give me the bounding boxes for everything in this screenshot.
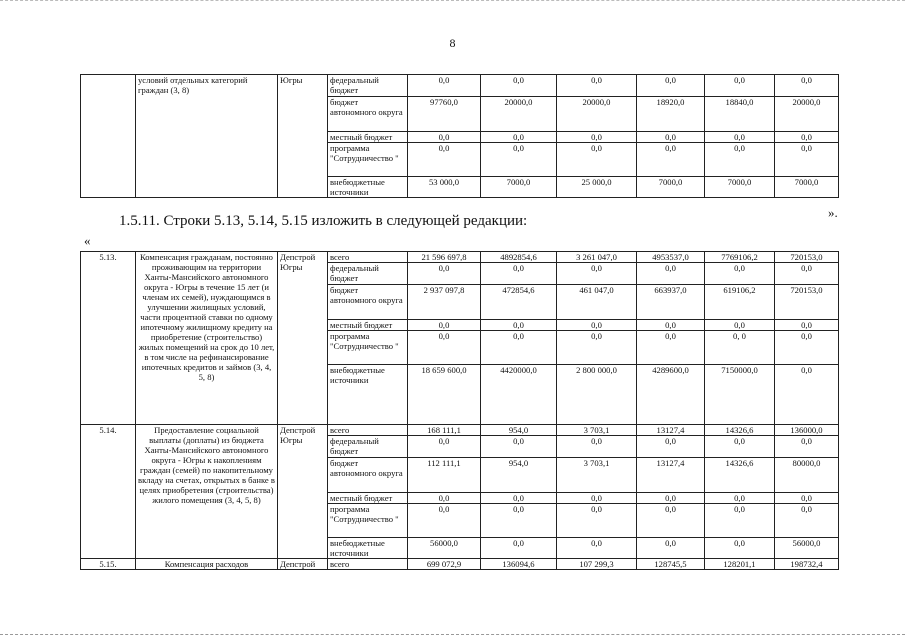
- amount-cell: 0,0: [557, 436, 637, 458]
- amount-cell: 0,0: [775, 365, 839, 425]
- amount-cell: 0,0: [705, 436, 775, 458]
- row-number-cell: 5.15.: [81, 559, 136, 570]
- amount-cell: 7000,0: [637, 177, 705, 198]
- table-row: [81, 252, 839, 263]
- amount-cell: 0,0: [408, 331, 481, 365]
- amount-cell: 0,0: [557, 331, 637, 365]
- amount-cell: 0,0: [481, 143, 557, 177]
- amount-cell: 0,0: [775, 132, 839, 143]
- table-continued: [80, 74, 839, 198]
- amount-cell: 198732,4: [775, 559, 839, 570]
- amount-cell: 0,0: [481, 331, 557, 365]
- amount-cell: 4892854,6: [481, 252, 557, 263]
- amount-cell: 7000,0: [481, 177, 557, 198]
- funding-source: всего: [328, 252, 408, 263]
- amount-cell: 13127,4: [637, 425, 705, 436]
- amount-cell: 107 299,3: [557, 559, 637, 570]
- amount-cell: 0,0: [637, 538, 705, 559]
- amount-cell: 3 703,1: [557, 458, 637, 493]
- amount-cell: 53 000,0: [408, 177, 481, 198]
- amount-cell: 0,0: [557, 132, 637, 143]
- amount-cell: 0,0: [705, 143, 775, 177]
- executor-cell: Депстрой: [278, 559, 328, 570]
- amount-cell: 4289600,0: [637, 365, 705, 425]
- funding-source: всего: [328, 425, 408, 436]
- amount-cell: 0,0: [775, 263, 839, 285]
- amount-cell: 0,0: [705, 538, 775, 559]
- table-row: [81, 559, 839, 570]
- amount-cell: 0,0: [637, 132, 705, 143]
- amount-cell: 0,0: [408, 132, 481, 143]
- table-row: [81, 75, 839, 97]
- funding-source: программа "Сотрудничество ": [328, 331, 408, 365]
- amount-cell: 0,0: [775, 436, 839, 458]
- page-number: 8: [449, 36, 456, 50]
- amount-cell: 0, 0: [705, 331, 775, 365]
- amount-cell: 0,0: [557, 320, 637, 331]
- amount-cell: 0,0: [481, 132, 557, 143]
- amount-cell: 0,0: [775, 143, 839, 177]
- amount-cell: 0,0: [408, 436, 481, 458]
- amount-cell: 97760,0: [408, 97, 481, 132]
- funding-source: местный бюджет: [328, 320, 408, 331]
- amount-cell: 0,0: [408, 320, 481, 331]
- amount-cell: 21 596 697,8: [408, 252, 481, 263]
- amount-cell: 699 072,9: [408, 559, 481, 570]
- amount-cell: 0,0: [481, 75, 557, 97]
- amount-cell: 3 261 047,0: [557, 252, 637, 263]
- executor-cell: Депстрой Югры: [278, 252, 328, 425]
- table-row: [81, 425, 839, 436]
- amount-cell: 7000,0: [705, 177, 775, 198]
- funding-source: местный бюджет: [328, 493, 408, 504]
- funding-source: бюджет автономного округа: [328, 97, 408, 132]
- amount-cell: 0,0: [557, 263, 637, 285]
- amount-cell: 0,0: [408, 143, 481, 177]
- scan-top-edge: [0, 0, 905, 5]
- amount-cell: 0,0: [557, 75, 637, 97]
- amount-cell: 3 703,1: [557, 425, 637, 436]
- amount-cell: 720153,0: [775, 252, 839, 263]
- measure-description: условий отдельных категорий граждан (3, 8): [136, 75, 278, 198]
- amount-cell: 0,0: [637, 436, 705, 458]
- measure-description: Предоставление социальной выплаты (доплаты) из бюджета Ханты-Мансийского автономного округа - Югры к накоплениям граждан (семей) по накопительному вкладу на счетах, открытых в банке в целях приобретения (строительства) жилого помещения (3, 4, 5, 8): [136, 425, 278, 559]
- amount-cell: 0,0: [557, 538, 637, 559]
- amount-cell: 0,0: [705, 132, 775, 143]
- amount-cell: 0,0: [637, 143, 705, 177]
- executor-cell: Югры: [278, 75, 328, 198]
- amendment-heading: 1.5.11. Строки 5.13, 5.14, 5.15 изложить в следующей редакции:: [119, 213, 528, 229]
- funding-source: местный бюджет: [328, 132, 408, 143]
- amount-cell: 7769106,2: [705, 252, 775, 263]
- amount-cell: 112 111,1: [408, 458, 481, 493]
- amount-cell: 0,0: [775, 493, 839, 504]
- amount-cell: 0,0: [705, 320, 775, 331]
- amount-cell: 56000,0: [408, 538, 481, 559]
- amount-cell: 2 937 097,8: [408, 285, 481, 320]
- amount-cell: 461 047,0: [557, 285, 637, 320]
- table-continued-body: [81, 75, 839, 198]
- amount-cell: 0,0: [408, 75, 481, 97]
- measure-description: Компенсация расходов: [136, 559, 278, 570]
- amount-cell: 0,0: [705, 75, 775, 97]
- amount-cell: 20000,0: [557, 97, 637, 132]
- amount-cell: 0,0: [775, 320, 839, 331]
- amount-cell: 7000,0: [775, 177, 839, 198]
- funding-source: бюджет автономного округа: [328, 285, 408, 320]
- amount-cell: 0,0: [705, 493, 775, 504]
- amount-cell: 56000,0: [775, 538, 839, 559]
- amount-cell: 0,0: [481, 263, 557, 285]
- amount-cell: 0,0: [481, 493, 557, 504]
- funding-source: внебюджетные источники: [328, 365, 408, 425]
- amount-cell: 0,0: [408, 493, 481, 504]
- amount-cell: 0,0: [637, 320, 705, 331]
- amount-cell: 0,0: [637, 331, 705, 365]
- amount-cell: 0,0: [775, 504, 839, 538]
- table-amended-rows: [80, 251, 839, 570]
- amount-cell: 0,0: [481, 538, 557, 559]
- amount-cell: 7150000,0: [705, 365, 775, 425]
- amount-cell: 168 111,1: [408, 425, 481, 436]
- measure-description: Компенсация гражданам, постоянно проживающим на территории Ханты-Мансийского автономного округа - Югры в течение 15 лет (и членам их семей), нуждающимся в улучшении жилищных условий, части процентной ставки по одному ипотечному жилищному кредиту на приобретение (строительство) жилых помещений на срок до 10 лет, в том числе на рефинансирование ипотечных кредитов и займов (3, 4, 5, 8): [136, 252, 278, 425]
- amount-cell: 18 659 600,0: [408, 365, 481, 425]
- amount-cell: 0,0: [481, 504, 557, 538]
- amount-cell: 2 800 000,0: [557, 365, 637, 425]
- amount-cell: 0,0: [557, 493, 637, 504]
- row-number-cell: 5.14.: [81, 425, 136, 559]
- amount-cell: 0,0: [408, 263, 481, 285]
- amount-cell: 136094,6: [481, 559, 557, 570]
- amount-cell: 0,0: [637, 263, 705, 285]
- amount-cell: 0,0: [557, 504, 637, 538]
- amount-cell: 0,0: [775, 331, 839, 365]
- amount-cell: 25 000,0: [557, 177, 637, 198]
- amount-cell: 0,0: [408, 504, 481, 538]
- table-amended-body: [81, 252, 839, 570]
- amount-cell: 14326,6: [705, 425, 775, 436]
- amount-cell: 4420000,0: [481, 365, 557, 425]
- amount-cell: 0,0: [557, 143, 637, 177]
- amount-cell: 954,0: [481, 425, 557, 436]
- amount-cell: 0,0: [705, 263, 775, 285]
- row-number-cell: [81, 75, 136, 198]
- amount-cell: 13127,4: [637, 458, 705, 493]
- amount-cell: 128745,5: [637, 559, 705, 570]
- funding-source: федеральный бюджет: [328, 75, 408, 97]
- funding-source: всего: [328, 559, 408, 570]
- amount-cell: 0,0: [637, 493, 705, 504]
- amount-cell: 720153,0: [775, 285, 839, 320]
- funding-source: внебюджетные источники: [328, 538, 408, 559]
- amount-cell: 136000,0: [775, 425, 839, 436]
- amount-cell: 18840,0: [705, 97, 775, 132]
- amount-cell: 80000,0: [775, 458, 839, 493]
- amount-cell: 954,0: [481, 458, 557, 493]
- amount-cell: 0,0: [481, 320, 557, 331]
- funding-source: федеральный бюджет: [328, 436, 408, 458]
- funding-source: программа "Сотрудничество ": [328, 143, 408, 177]
- amount-cell: 0,0: [637, 75, 705, 97]
- funding-source: программа "Сотрудничество ": [328, 504, 408, 538]
- amount-cell: 0,0: [637, 504, 705, 538]
- amount-cell: 0,0: [481, 436, 557, 458]
- funding-source: федеральный бюджет: [328, 263, 408, 285]
- amount-cell: 0,0: [705, 504, 775, 538]
- opening-quote: «: [84, 233, 91, 248]
- funding-source: бюджет автономного округа: [328, 458, 408, 493]
- amount-cell: 472854,6: [481, 285, 557, 320]
- amount-cell: 14326,6: [705, 458, 775, 493]
- funding-source: внебюджетные источники: [328, 177, 408, 198]
- amount-cell: 0,0: [775, 75, 839, 97]
- executor-cell: Депстрой Югры: [278, 425, 328, 559]
- amount-cell: 20000,0: [775, 97, 839, 132]
- amount-cell: 4953537,0: [637, 252, 705, 263]
- amount-cell: 619106,2: [705, 285, 775, 320]
- row-number-cell: 5.13.: [81, 252, 136, 425]
- amount-cell: 18920,0: [637, 97, 705, 132]
- amount-cell: 128201,1: [705, 559, 775, 570]
- amount-cell: 663937,0: [637, 285, 705, 320]
- amount-cell: 20000,0: [481, 97, 557, 132]
- scan-bottom-edge: [0, 634, 905, 635]
- closing-quote: ».: [828, 205, 838, 220]
